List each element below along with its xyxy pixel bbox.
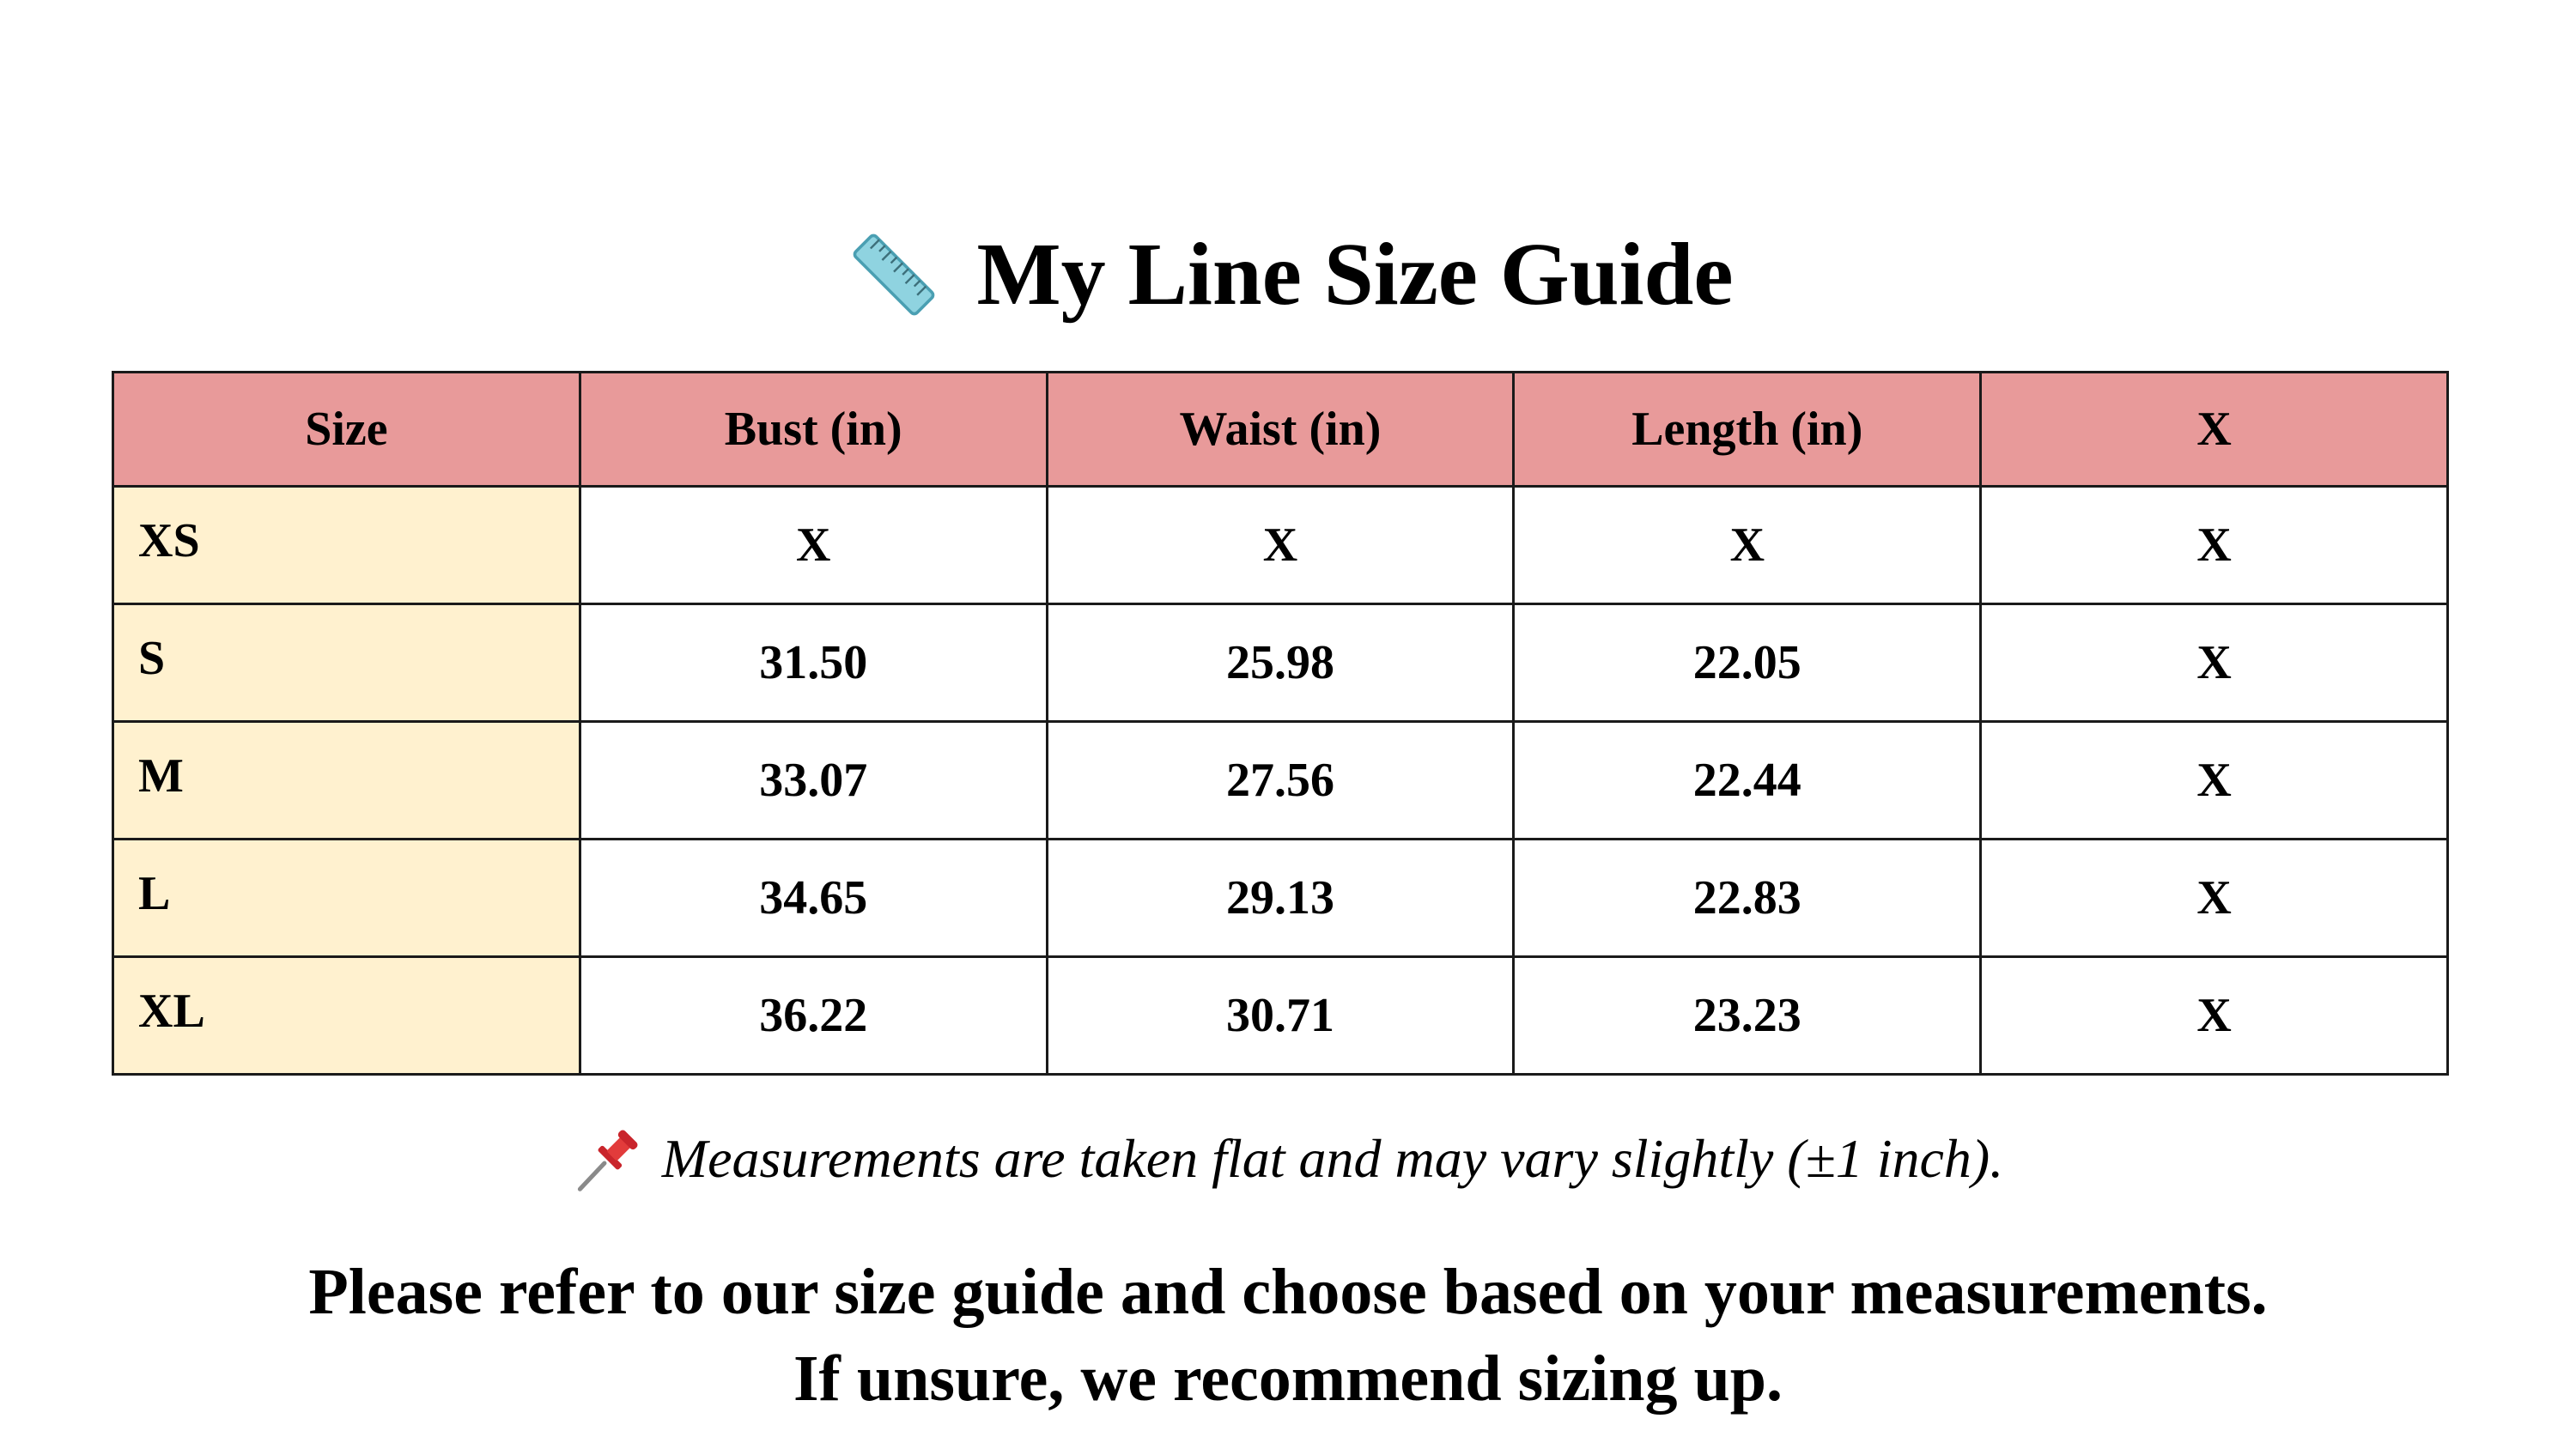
length-cell: X: [1514, 487, 1981, 604]
length-cell: 22.05: [1514, 604, 1981, 722]
length-cell: 23.23: [1514, 957, 1981, 1075]
bust-cell: 31.50: [580, 604, 1047, 722]
header-bust: Bust (in): [580, 373, 1047, 487]
table-row: [113, 957, 2448, 1075]
ruler-icon: [842, 223, 945, 326]
waist-cell: X: [1047, 487, 1514, 604]
page-title-text: My Line Size Guide: [976, 225, 1734, 324]
measurement-note: [0, 1116, 2576, 1202]
header-length: Length (in): [1514, 373, 1981, 487]
extra-cell: X: [1981, 840, 2448, 957]
table-row: [113, 722, 2448, 840]
bust-cell: X: [580, 487, 1047, 604]
header-waist: Waist (in): [1047, 373, 1514, 487]
waist-cell: 30.71: [1047, 957, 1514, 1075]
extra-cell: X: [1981, 957, 2448, 1075]
table-row: [113, 487, 2448, 604]
table-header-row: [113, 373, 2448, 487]
header-extra: X: [1981, 373, 2448, 487]
size-cell: L: [113, 840, 580, 957]
instructions-line-2: If unsure, we recommend sizing up.: [793, 1343, 1783, 1415]
size-table: [112, 371, 2449, 1076]
extra-cell: X: [1981, 722, 2448, 840]
bust-cell: 34.65: [580, 840, 1047, 957]
length-cell: 22.83: [1514, 840, 1981, 957]
waist-cell: 27.56: [1047, 722, 1514, 840]
size-cell: M: [113, 722, 580, 840]
extra-cell: X: [1981, 487, 2448, 604]
waist-cell: 29.13: [1047, 840, 1514, 957]
measurement-note-text: Measurements are taken flat and may vary slightly (±1 inch).: [661, 1128, 2004, 1189]
extra-cell: X: [1981, 604, 2448, 722]
bust-cell: 36.22: [580, 957, 1047, 1075]
bust-cell: 33.07: [580, 722, 1047, 840]
size-cell: S: [113, 604, 580, 722]
header-size: Size: [113, 373, 580, 487]
pushpin-icon: [573, 1123, 645, 1195]
sizing-instructions: [0, 1249, 2576, 1422]
size-cell: XS: [113, 487, 580, 604]
waist-cell: 25.98: [1047, 604, 1514, 722]
length-cell: 22.44: [1514, 722, 1981, 840]
size-cell: XL: [113, 957, 580, 1075]
page-title: [0, 210, 2576, 339]
table-row: [113, 840, 2448, 957]
table-row: [113, 604, 2448, 722]
instructions-line-1: Please refer to our size guide and choose based on your measurements.: [308, 1256, 2268, 1328]
